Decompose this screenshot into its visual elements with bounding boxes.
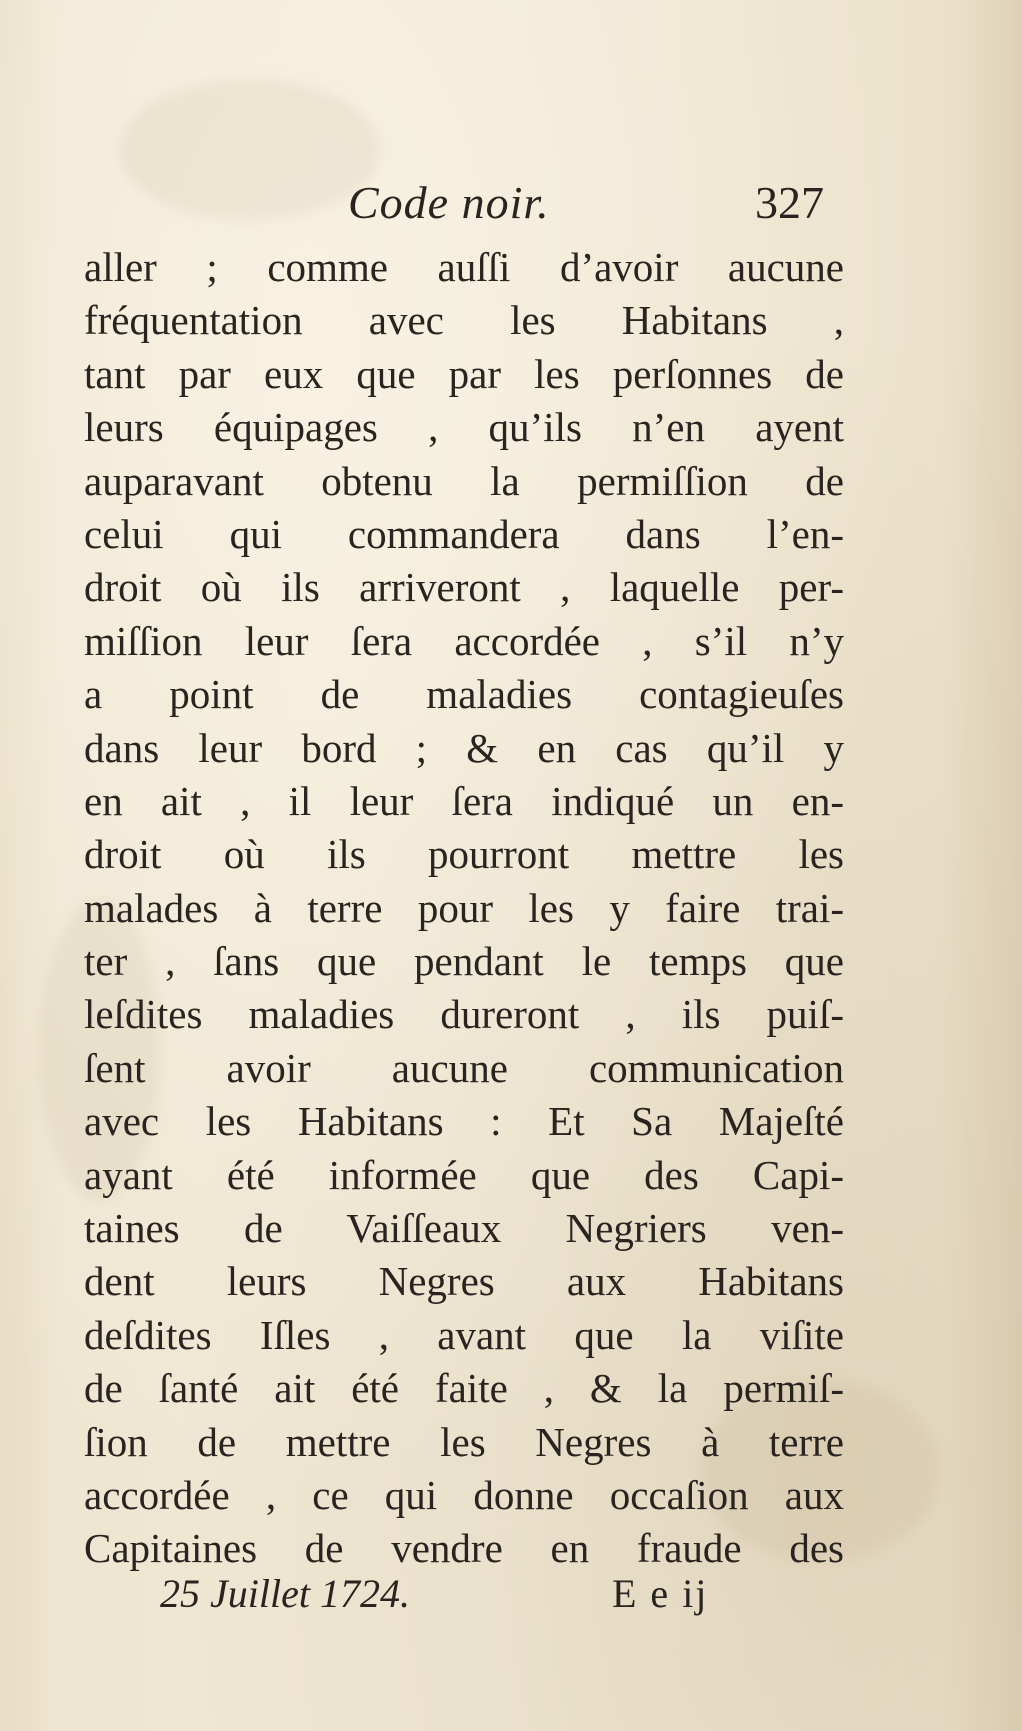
text-line: leſdites maladies dureront , ils puiſ- [84, 991, 844, 1038]
signature-mark: E e ij [612, 1571, 709, 1616]
page-header [0, 172, 1022, 234]
text-line: dans leur bord ; & en cas qu’il y [84, 724, 844, 771]
text-line: avec les Habitans : Et Sa Majeſté [84, 1098, 844, 1145]
text-line: a point de maladies contagieuſes [84, 671, 844, 718]
text-line: ſent avoir aucune communication [84, 1044, 844, 1091]
text-line: malades à terre pour les y faire trai- [84, 884, 844, 931]
text-line: de ſanté ait été faite , & la permiſ- [84, 1365, 844, 1412]
text-line: droit où ils arriveront , laquelle per- [84, 564, 844, 611]
text-line: dent leurs Negres aux Habitans [84, 1258, 844, 1305]
text-line: ayant été informée que des Capi- [84, 1151, 844, 1198]
text-line: miſſion leur ſera accordée , s’il n’y [84, 617, 844, 664]
text-line: aller ; comme auſſi d’avoir aucune [84, 244, 844, 290]
text-line: Capitaines de vendre en fraude des [84, 1525, 844, 1572]
body-text [84, 241, 844, 1576]
text-line: tant par eux que par les perſonnes de [84, 350, 844, 397]
text-line: auparavant obtenu la permiſſion de [84, 457, 844, 504]
running-title: Code noir. [348, 177, 550, 228]
text-line: deſdites Iſles , avant que la viſite [84, 1311, 844, 1358]
footer-date: 25 Juillet 1724. [160, 1571, 410, 1616]
text-line: leurs équipages , qu’ils n’en ayent [84, 404, 844, 451]
text-line: accordée , ce qui donne occaſion aux [84, 1471, 844, 1518]
text-line: en ait , il leur ſera indiqué un en- [84, 777, 844, 824]
text-line: ſion de mettre les Negres à terre [84, 1418, 844, 1465]
text-line: taines de Vaiſſeaux Negriers ven- [84, 1205, 844, 1252]
page-footer [0, 1564, 1022, 1624]
text-line: fréquentation avec les Habitans , [84, 297, 844, 344]
page-number: 327 [755, 177, 824, 228]
text-line: droit où ils pourront mettre les [84, 831, 844, 878]
text-line: ter , ſans que pendant le temps que [84, 938, 844, 985]
text-line: celui qui commandera dans l’en- [84, 510, 844, 557]
